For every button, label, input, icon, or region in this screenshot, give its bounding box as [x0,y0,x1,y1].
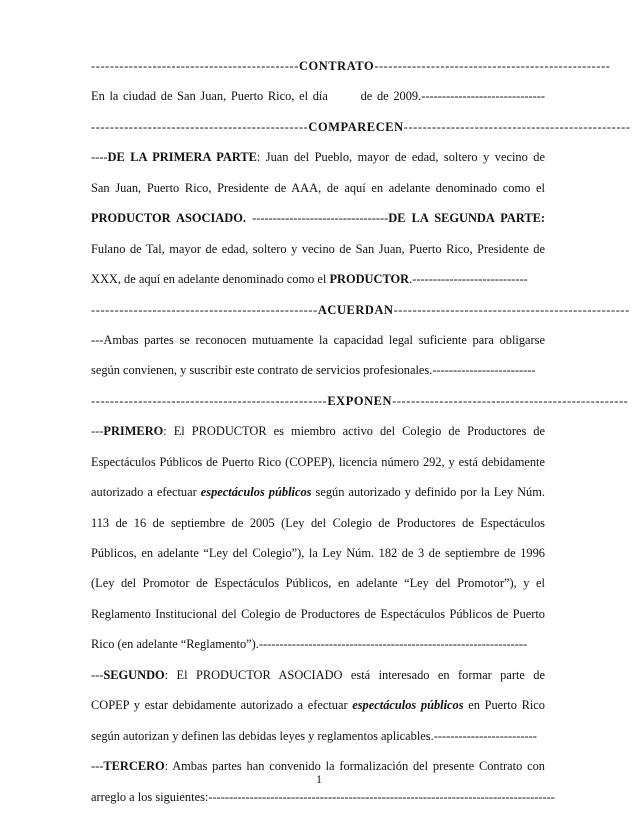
paragraph-line: ---PRIMERO: El PRODUCTOR es miembro activo del Colegio de Productores de [91,424,545,439]
paragraph-line: COPEP y estar debidamente autorizado a efectuar espectáculos públicos en Puerto Rico [91,698,545,713]
title-contrato: CONTRATO [298,59,375,73]
paragraph-line: Espectáculos Públicos de Puerto Rico (COPEP), licencia número 292, y está debidamente [91,454,545,469]
heading-contrato: --------------------------------------------CONTRATO-------------------------------------------------- [91,59,611,73]
paragraph-line: Públicos, en adelante “Ley del Colegio”), la Ley Núm. 182 de 3 de septiembre de 1996 [91,546,545,560]
paragraph-line: 113 de 16 de septiembre de 2005 (Ley del Colegio de Productores de Espectáculos [91,515,545,530]
paragraph-line: Reglamento Institucional del Colegio de Productores de Espectáculos Públicos de Puerto [91,606,545,621]
heading-acuerdan: ------------------------------------------------ACUERDAN-------------------------------------------------- [91,302,630,317]
paragraph-line: Fulano de Tal, mayor de edad, soltero y vecino de San Juan, Puerto Rico, Presidente de [91,241,545,256]
paragraph-line: ---TERCERO: Ambas partes han convenido la formalización del presente Contrato con [91,759,545,774]
paragraph-line: PRODUCTOR ASOCIADO. ---------------------------------DE LA SEGUNDA PARTE: [91,211,546,226]
paragraph-line: Rico (en adelante “Reglamento”).----------------------------------------------------------------- [91,637,528,652]
paragraph-line: XXX, de aquí en adelante denominado como el PRODUCTOR.---------------------------- [91,272,528,287]
paragraph-line: San Juan, Puerto Rico, Presidente de AAA, de aquí en adelante denominado como el [91,180,545,195]
paragraph-line: ---SEGUNDO: El PRODUCTOR ASOCIADO está interesado en formar parte de [91,667,545,682]
paragraph-line: ----DE LA PRIMERA PARTE: Juan del Pueblo, mayor de edad, soltero y vecino de [91,150,545,165]
paragraph-line: autorizado a efectuar espectáculos públicos según autorizado y definido por la Ley Núm. [91,485,545,500]
heading-exponen: --------------------------------------------------EXPONEN-------------------------------------------------- [91,393,629,408]
date-line: En la ciudad de San Juan, Puerto Rico, el día de de 2009.------------------------------ [91,89,546,104]
heading-comparecen: ----------------------------------------------COMPARECEN------------------------------------------------ [91,119,631,134]
paragraph-line: según convienen, y suscribir este contrato de servicios profesionales.------------------------- [91,363,536,378]
paragraph-line: según autorizan y definen las debidas leyes y reglamentos aplicables.------------------------- [91,728,537,743]
paragraph-line: (Ley del Promotor de Espectáculos Públicos, en adelante “Ley del Promotor”), y el [91,576,545,591]
contract-text [91,51,631,812]
paragraph-line: arreglo a los siguientes:------------------------------------------------------------------------------------ [91,789,555,804]
paragraph-line: ---Ambas partes se reconocen mutuamente la capacidad legal suficiente para obligarse [91,332,545,347]
page-number: 1 [316,772,322,786]
